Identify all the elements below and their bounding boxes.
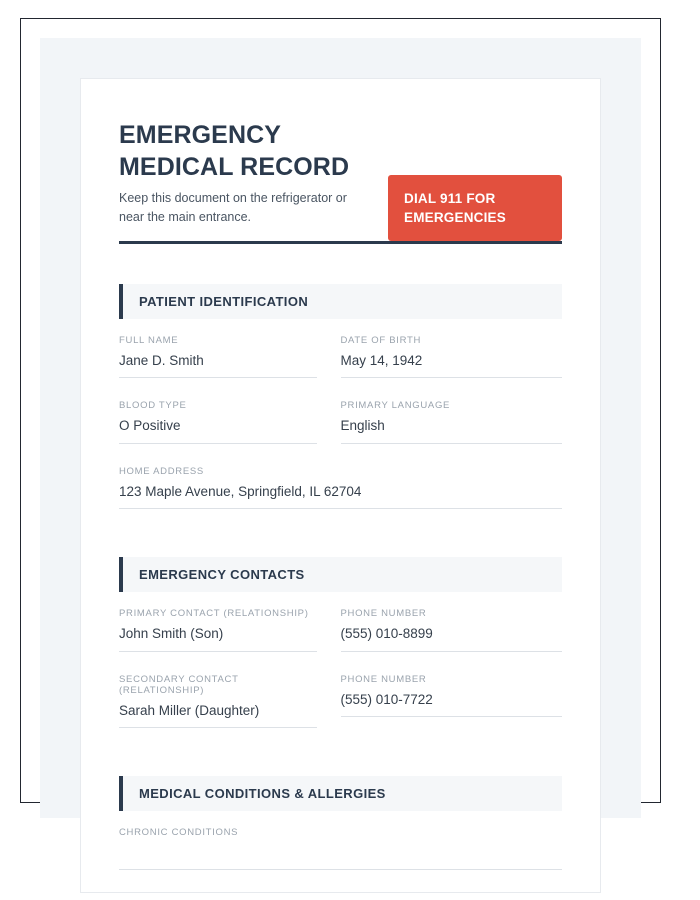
field xyxy=(119,400,341,444)
section xyxy=(119,557,562,750)
field-label: CHRONIC CONDITIONS xyxy=(119,827,239,839)
document-header xyxy=(119,119,562,258)
field-label: DATE OF BIRTH xyxy=(340,334,422,346)
field-grid xyxy=(119,827,562,892)
page-title-line-1: EMERGENCY xyxy=(119,121,282,149)
field-label: FULL NAME xyxy=(119,334,179,346)
field-value[interactable]: Sarah Miller (Daughter) xyxy=(119,702,317,729)
field-label: PRIMARY LANGUAGE xyxy=(340,400,451,412)
section xyxy=(119,284,562,532)
field-value[interactable]: (555) 010-7722 xyxy=(341,691,563,718)
header-title-block xyxy=(119,119,387,227)
emergency-medical-record-card xyxy=(80,78,601,893)
field-value[interactable]: 123 Maple Avenue, Springfield, IL 62704 xyxy=(119,483,562,510)
field-label: BLOOD TYPE xyxy=(119,400,187,412)
field-grid xyxy=(119,335,562,532)
field-value[interactable]: O Positive xyxy=(119,417,317,444)
field xyxy=(341,674,563,729)
field-label: SECONDARY CONTACT (RELATIONSHIP) xyxy=(119,673,239,696)
field-value[interactable]: English xyxy=(341,417,563,444)
browser-viewport-frame xyxy=(20,18,661,839)
field-value[interactable] xyxy=(119,844,562,870)
field xyxy=(119,608,341,652)
field xyxy=(119,335,341,379)
field xyxy=(119,674,341,729)
field-label: PHONE NUMBER xyxy=(340,673,427,685)
field-value[interactable]: Jane D. Smith xyxy=(119,352,317,379)
field-value[interactable]: (555) 010-8899 xyxy=(341,625,563,652)
field xyxy=(341,400,563,444)
field xyxy=(119,827,562,870)
field xyxy=(341,335,563,379)
field-label: PHONE NUMBER xyxy=(340,608,427,620)
page-title-line-2: MEDICAL RECORD xyxy=(119,153,350,181)
section xyxy=(119,776,562,892)
field-value[interactable]: May 14, 1942 xyxy=(341,352,563,379)
document-subtitle: Keep this document on the refrigerator or near the main entrance. xyxy=(119,191,347,224)
field-label: HOME ADDRESS xyxy=(119,465,204,477)
section-heading: PATIENT IDENTIFICATION xyxy=(119,284,562,319)
field-value[interactable]: John Smith (Son) xyxy=(119,625,317,652)
field xyxy=(119,466,562,510)
section-heading: MEDICAL CONDITIONS & ALLERGIES xyxy=(119,776,562,811)
dial-911-badge: DIAL 911 FOR EMERGENCIES xyxy=(388,175,562,241)
field-label: PRIMARY CONTACT (RELATIONSHIP) xyxy=(119,608,309,620)
page-canvas xyxy=(40,38,641,839)
field-grid xyxy=(119,608,562,750)
sections-container xyxy=(119,284,562,893)
section-heading: EMERGENCY CONTACTS xyxy=(119,557,562,592)
field xyxy=(341,608,563,652)
page-title xyxy=(119,119,387,183)
